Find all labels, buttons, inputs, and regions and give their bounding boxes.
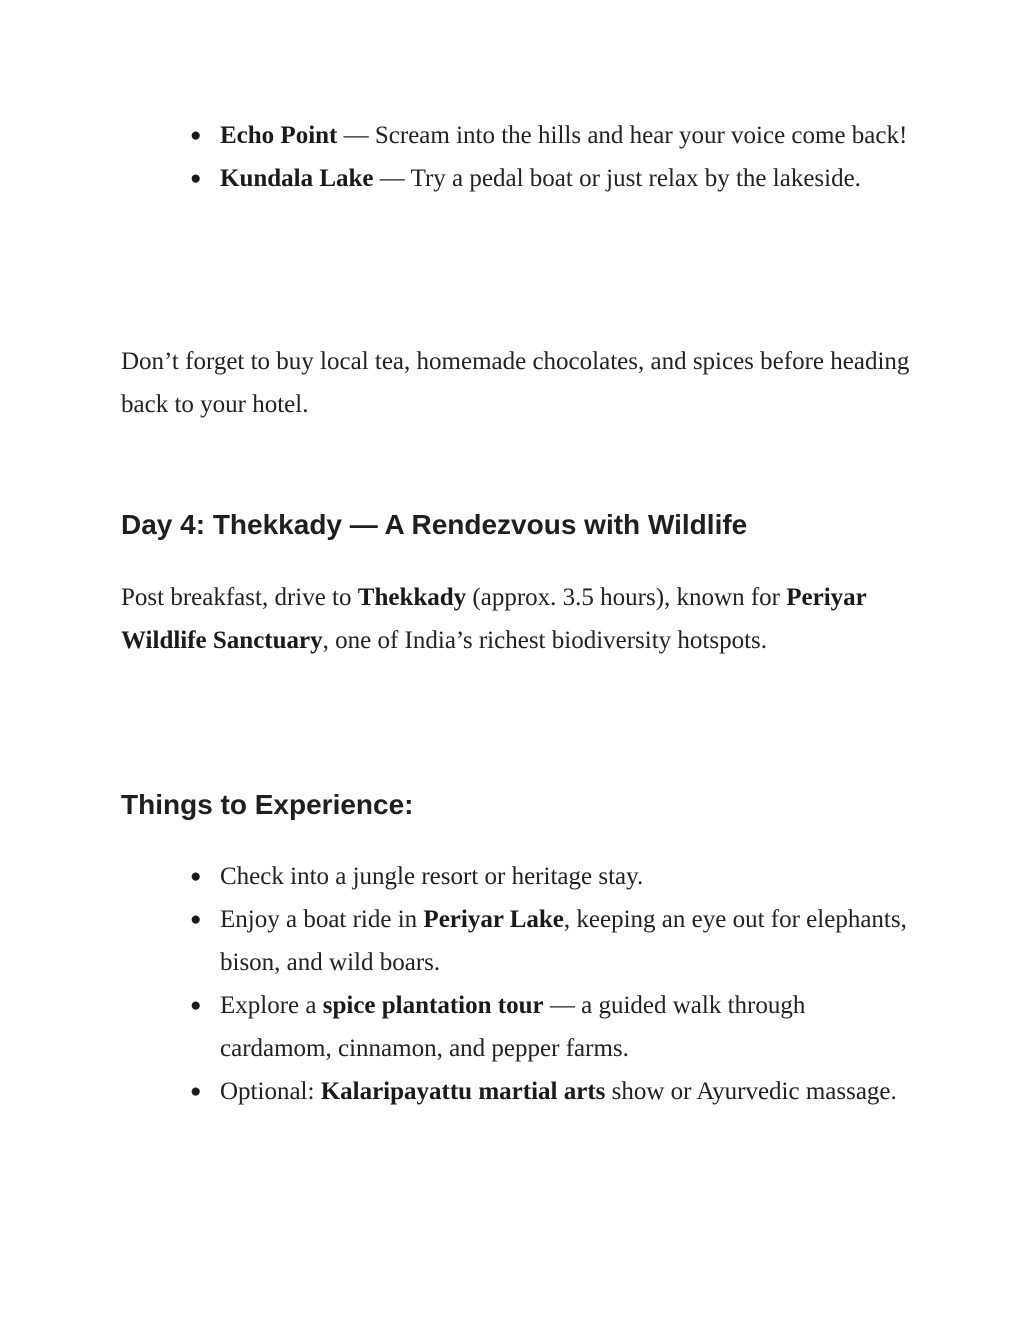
item-bold: spice plantation tour: [322, 992, 544, 1019]
bullet-icon: ●: [190, 909, 202, 930]
day4-heading: Day 4: Thekkady — A Rendezvous with Wildlife: [121, 509, 748, 540]
bullet-icon: ●: [190, 995, 202, 1016]
item-title: Echo Point: [220, 122, 338, 149]
item-text: — Try a pedal boat or just relax by the lakeside.: [373, 165, 861, 192]
item-text: Optional:: [220, 1078, 321, 1105]
bullet-icon: ●: [190, 866, 202, 887]
bullet-icon: ●: [190, 1081, 202, 1102]
item-text: Explore a: [220, 992, 323, 1019]
item-bold: Periyar Lake: [423, 906, 564, 933]
bullet-icon: ●: [190, 125, 202, 146]
item-text: , keeping an eye out for elephants, bison, and wild boars.: [220, 906, 907, 976]
item-text: — Scream into the hills and hear your voice come back!: [337, 122, 908, 149]
attractions-list: [190, 114, 910, 200]
list-item: [190, 114, 910, 157]
things-heading: Things to Experience:: [121, 789, 414, 820]
item-text: Check into a jungle resort or heritage stay.: [220, 863, 644, 890]
intro-text: Post breakfast, drive to: [121, 584, 358, 611]
list-item: [190, 855, 910, 898]
list-item: [190, 1070, 910, 1113]
list-item: [190, 898, 910, 984]
item-text: — a guided walk through cardamom, cinnamon, and pepper farms.: [220, 992, 806, 1062]
item-text: show or Ayurvedic massage.: [605, 1078, 897, 1105]
intro-bold-sanctuary: Periyar Wildlife Sanctuary: [121, 584, 867, 654]
item-title: Kundala Lake: [220, 165, 374, 192]
list-item: [190, 157, 910, 200]
item-bold: Kalaripayattu martial arts: [320, 1078, 606, 1105]
intro-text: (approx. 3.5 hours), known for: [466, 584, 787, 611]
item-text: Enjoy a boat ride in: [220, 906, 424, 933]
bullet-icon: ●: [190, 168, 202, 189]
intro-bold-place: Thekkady: [357, 584, 467, 611]
experiences-list: [190, 855, 910, 1113]
list-item: [190, 984, 910, 1070]
shopping-tip-paragraph: Don’t forget to buy local tea, homemade chocolates, and spices before heading back to your hotel.: [121, 348, 910, 418]
day4-intro-paragraph: [121, 576, 911, 662]
intro-text: , one of India’s richest biodiversity hotspots.: [322, 627, 768, 654]
